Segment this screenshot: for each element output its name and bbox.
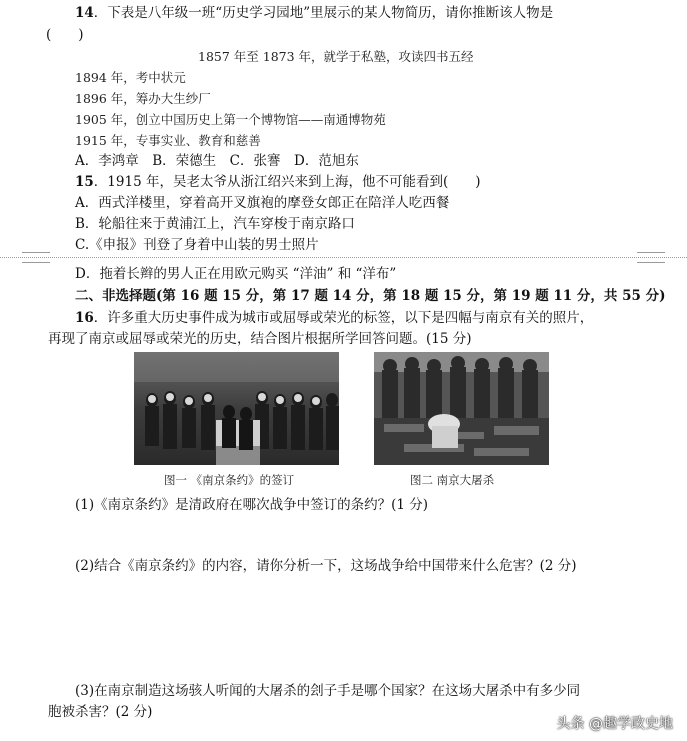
q15-option-b: B．轮船往来于黄浦江上，汽车穿梭于南京路口 bbox=[75, 216, 355, 232]
q15-number: 15 bbox=[75, 174, 94, 190]
q14-stem-text: ．下表是八年级一班“历史学习园地”里展示的某人物简历，请你推断该人物是 bbox=[93, 5, 554, 21]
source-watermark: 头条 @趣学政史地 bbox=[556, 716, 673, 732]
q16-sub-2: (2)结合《南京条约》的内容，请你分析一下，这场战争给中国带来什么危害？(2 分) bbox=[75, 558, 577, 574]
q14-options: A．李鸿章 B．荣德生 C．张謇 D．范旭东 bbox=[75, 153, 359, 169]
page-break-right-mark bbox=[637, 252, 665, 263]
q14-stem bbox=[75, 4, 553, 22]
q15-stem bbox=[75, 173, 480, 191]
treaty-signing-photo bbox=[134, 352, 339, 465]
q15-stem-text: ．1915 年，吴老太爷从浙江绍兴来到上海，他不可能看到( ) bbox=[93, 174, 481, 190]
q14-bio-line-5: 1915 年，专事实业、教育和慈善 bbox=[75, 133, 261, 148]
q14-number: 14 bbox=[75, 5, 94, 21]
q16-stem-text: ．许多重大历史事件成为城市或屈辱或荣光的标签，以下是四幅与南京有关的照片， bbox=[93, 310, 594, 326]
treaty-signing-photo-art bbox=[134, 352, 339, 465]
q14-bio-line-2: 1894 年，考中状元 bbox=[75, 70, 186, 85]
q15-option-c: C.《申报》刊登了身着中山装的男士照片 bbox=[75, 237, 319, 253]
q15-option-a: A．西式洋楼里，穿着高开叉旗袍的摩登女郎正在陪洋人吃西餐 bbox=[75, 195, 450, 211]
q16-sub-3-line-1: (3)在南京制造这场骇人听闻的大屠杀的刽子手是哪个国家？在这场大屠杀中有多少同 bbox=[75, 683, 581, 699]
q16-sub-1: (1)《南京条约》是清政府在哪次战争中签订的条约？(1 分) bbox=[75, 497, 429, 513]
photo-2-caption: 图二 南京大屠杀 bbox=[410, 473, 495, 487]
q15-option-d: D．拖着长辫的男人正在用欧元购买 “洋油” 和 “洋布” bbox=[75, 266, 397, 282]
q16-stem-line-1 bbox=[75, 309, 593, 327]
page-break-divider bbox=[0, 257, 687, 258]
q14-bio-line-1: 1857 年至 1873 年，就学于私塾，攻读四书五经 bbox=[198, 49, 474, 64]
photo-1-caption: 图一 《南京条约》的签订 bbox=[164, 473, 295, 487]
q16-sub-3-line-2: 胞被杀害？(2 分) bbox=[48, 704, 153, 720]
nanjing-massacre-photo-art bbox=[374, 352, 549, 465]
nanjing-massacre-photo bbox=[374, 352, 549, 465]
q14-bio-line-4: 1905 年，创立中国历史上第一个博物馆——南通博物苑 bbox=[75, 112, 386, 127]
q16-stem-line-2: 再现了南京或屈辱或荣光的历史，结合图片根据所学回答问题。(15 分) bbox=[48, 331, 472, 347]
q14-answer-bracket: ( ) bbox=[46, 27, 84, 43]
q14-bio-line-3: 1896 年，筹办大生纱厂 bbox=[75, 91, 211, 106]
section-2-heading: 二、非选择题(第 16 题 15 分，第 17 题 14 分，第 18 题 15 分，第 19 题 11 分，共 55 分) bbox=[75, 288, 666, 304]
page-break-left-mark bbox=[22, 252, 50, 263]
q16-number: 16 bbox=[75, 310, 94, 326]
